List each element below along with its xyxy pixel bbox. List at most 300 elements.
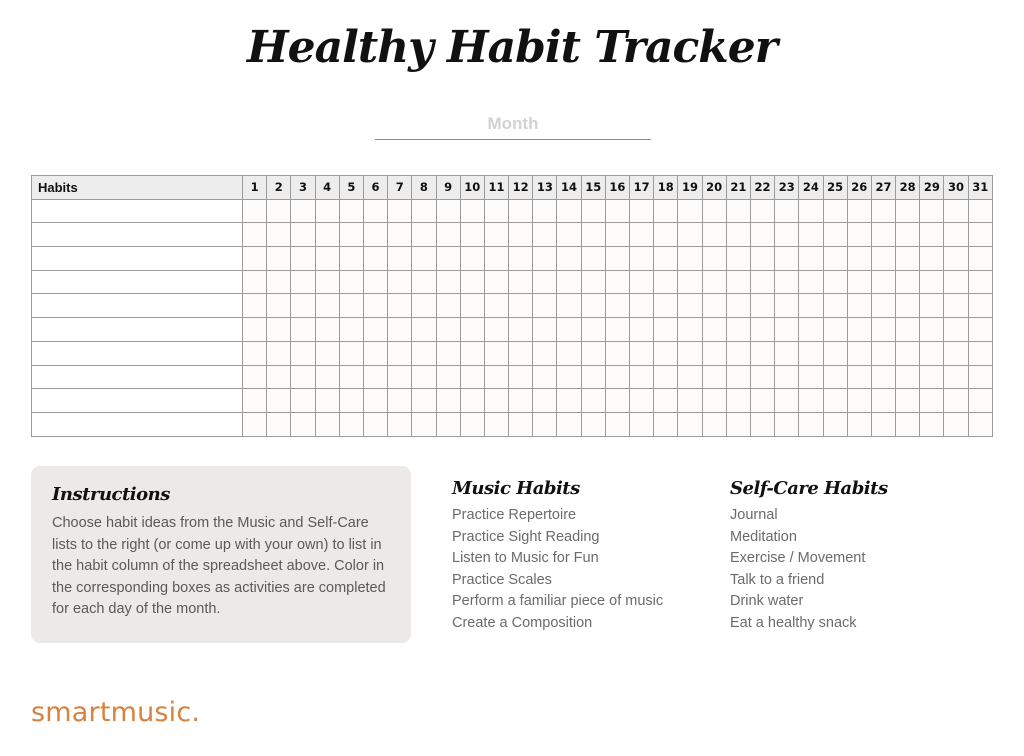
day-check-cell[interactable] [630,247,654,271]
day-check-cell[interactable] [726,412,750,436]
habit-name-cell[interactable] [32,389,243,413]
day-check-cell[interactable] [968,341,992,365]
day-check-cell[interactable] [388,318,412,342]
day-check-cell[interactable] [944,318,968,342]
day-check-cell[interactable] [267,199,291,223]
day-check-cell[interactable] [557,318,581,342]
day-check-cell[interactable] [533,223,557,247]
day-check-cell[interactable] [799,270,823,294]
day-check-cell[interactable] [823,270,847,294]
day-check-cell[interactable] [460,270,484,294]
day-check-cell[interactable] [944,270,968,294]
day-check-cell[interactable] [412,318,436,342]
day-check-cell[interactable] [871,341,895,365]
day-check-cell[interactable] [412,341,436,365]
day-check-cell[interactable] [243,199,267,223]
habit-name-cell[interactable] [32,412,243,436]
day-check-cell[interactable] [678,341,702,365]
day-check-cell[interactable] [363,223,387,247]
day-check-cell[interactable] [678,365,702,389]
day-check-cell[interactable] [823,341,847,365]
day-check-cell[interactable] [315,199,339,223]
day-check-cell[interactable] [968,389,992,413]
day-check-cell[interactable] [243,412,267,436]
day-check-cell[interactable] [896,199,920,223]
day-check-cell[interactable] [557,223,581,247]
day-check-cell[interactable] [920,247,944,271]
day-check-cell[interactable] [605,294,629,318]
day-check-cell[interactable] [896,341,920,365]
day-check-cell[interactable] [896,389,920,413]
day-check-cell[interactable] [871,247,895,271]
day-check-cell[interactable] [460,389,484,413]
day-check-cell[interactable] [750,341,774,365]
day-check-cell[interactable] [871,223,895,247]
day-check-cell[interactable] [412,247,436,271]
day-check-cell[interactable] [775,341,799,365]
day-check-cell[interactable] [291,270,315,294]
day-check-cell[interactable] [823,365,847,389]
day-check-cell[interactable] [799,341,823,365]
day-check-cell[interactable] [243,341,267,365]
day-check-cell[interactable] [654,270,678,294]
day-check-cell[interactable] [363,389,387,413]
day-check-cell[interactable] [847,223,871,247]
day-check-cell[interactable] [726,365,750,389]
day-check-cell[interactable] [630,389,654,413]
day-check-cell[interactable] [267,389,291,413]
day-check-cell[interactable] [412,389,436,413]
day-check-cell[interactable] [702,318,726,342]
day-check-cell[interactable] [726,270,750,294]
day-check-cell[interactable] [509,318,533,342]
day-check-cell[interactable] [654,247,678,271]
day-check-cell[interactable] [412,270,436,294]
day-check-cell[interactable] [630,365,654,389]
day-check-cell[interactable] [823,247,847,271]
day-check-cell[interactable] [557,247,581,271]
habit-name-cell[interactable] [32,318,243,342]
day-check-cell[interactable] [243,223,267,247]
day-check-cell[interactable] [702,270,726,294]
day-check-cell[interactable] [267,412,291,436]
day-check-cell[interactable] [750,294,774,318]
day-check-cell[interactable] [630,412,654,436]
day-check-cell[interactable] [363,247,387,271]
day-check-cell[interactable] [533,412,557,436]
day-check-cell[interactable] [896,247,920,271]
day-check-cell[interactable] [630,294,654,318]
day-check-cell[interactable] [363,412,387,436]
day-check-cell[interactable] [460,341,484,365]
day-check-cell[interactable] [847,270,871,294]
day-check-cell[interactable] [315,247,339,271]
day-check-cell[interactable] [920,318,944,342]
day-check-cell[interactable] [267,247,291,271]
day-check-cell[interactable] [605,365,629,389]
day-check-cell[interactable] [605,199,629,223]
day-check-cell[interactable] [847,389,871,413]
day-check-cell[interactable] [775,247,799,271]
day-check-cell[interactable] [654,365,678,389]
day-check-cell[interactable] [799,199,823,223]
day-check-cell[interactable] [726,223,750,247]
day-check-cell[interactable] [388,341,412,365]
day-check-cell[interactable] [944,341,968,365]
habit-name-cell[interactable] [32,341,243,365]
day-check-cell[interactable] [799,412,823,436]
day-check-cell[interactable] [847,247,871,271]
day-check-cell[interactable] [291,199,315,223]
day-check-cell[interactable] [339,223,363,247]
day-check-cell[interactable] [944,247,968,271]
day-check-cell[interactable] [243,365,267,389]
day-check-cell[interactable] [920,341,944,365]
day-check-cell[interactable] [678,318,702,342]
day-check-cell[interactable] [267,223,291,247]
day-check-cell[interactable] [920,223,944,247]
day-check-cell[interactable] [315,412,339,436]
day-check-cell[interactable] [968,412,992,436]
day-check-cell[interactable] [509,247,533,271]
day-check-cell[interactable] [775,412,799,436]
day-check-cell[interactable] [726,389,750,413]
day-check-cell[interactable] [871,199,895,223]
day-check-cell[interactable] [702,223,726,247]
day-check-cell[interactable] [920,199,944,223]
day-check-cell[interactable] [630,199,654,223]
day-check-cell[interactable] [291,365,315,389]
day-check-cell[interactable] [968,365,992,389]
day-check-cell[interactable] [388,247,412,271]
day-check-cell[interactable] [654,412,678,436]
day-check-cell[interactable] [775,199,799,223]
day-check-cell[interactable] [339,412,363,436]
day-check-cell[interactable] [412,223,436,247]
day-check-cell[interactable] [267,341,291,365]
day-check-cell[interactable] [968,223,992,247]
day-check-cell[interactable] [436,247,460,271]
day-check-cell[interactable] [363,341,387,365]
day-check-cell[interactable] [581,199,605,223]
day-check-cell[interactable] [484,223,508,247]
day-check-cell[interactable] [944,294,968,318]
day-check-cell[interactable] [702,389,726,413]
day-check-cell[interactable] [484,294,508,318]
day-check-cell[interactable] [509,412,533,436]
day-check-cell[interactable] [847,412,871,436]
day-check-cell[interactable] [799,223,823,247]
day-check-cell[interactable] [775,270,799,294]
day-check-cell[interactable] [896,270,920,294]
day-check-cell[interactable] [243,294,267,318]
day-check-cell[interactable] [968,270,992,294]
day-check-cell[interactable] [726,247,750,271]
day-check-cell[interactable] [243,270,267,294]
day-check-cell[interactable] [944,223,968,247]
day-check-cell[interactable] [533,318,557,342]
day-check-cell[interactable] [968,294,992,318]
day-check-cell[interactable] [968,199,992,223]
day-check-cell[interactable] [944,365,968,389]
day-check-cell[interactable] [291,223,315,247]
day-check-cell[interactable] [460,318,484,342]
day-check-cell[interactable] [605,270,629,294]
day-check-cell[interactable] [799,318,823,342]
day-check-cell[interactable] [823,223,847,247]
day-check-cell[interactable] [412,365,436,389]
day-check-cell[interactable] [702,365,726,389]
day-check-cell[interactable] [460,412,484,436]
day-check-cell[interactable] [896,412,920,436]
day-check-cell[interactable] [702,341,726,365]
day-check-cell[interactable] [581,247,605,271]
day-check-cell[interactable] [702,294,726,318]
habit-name-cell[interactable] [32,294,243,318]
day-check-cell[interactable] [315,223,339,247]
day-check-cell[interactable] [533,294,557,318]
day-check-cell[interactable] [388,365,412,389]
habit-name-cell[interactable] [32,365,243,389]
day-check-cell[interactable] [896,365,920,389]
day-check-cell[interactable] [533,247,557,271]
day-check-cell[interactable] [581,318,605,342]
day-check-cell[interactable] [484,341,508,365]
day-check-cell[interactable] [726,199,750,223]
day-check-cell[interactable] [509,341,533,365]
day-check-cell[interactable] [678,247,702,271]
day-check-cell[interactable] [412,294,436,318]
day-check-cell[interactable] [291,412,315,436]
day-check-cell[interactable] [871,389,895,413]
day-check-cell[interactable] [484,247,508,271]
day-check-cell[interactable] [315,294,339,318]
day-check-cell[interactable] [412,412,436,436]
day-check-cell[interactable] [871,318,895,342]
habit-name-cell[interactable] [32,270,243,294]
day-check-cell[interactable] [678,199,702,223]
day-check-cell[interactable] [920,412,944,436]
day-check-cell[interactable] [436,389,460,413]
day-check-cell[interactable] [775,294,799,318]
day-check-cell[interactable] [750,318,774,342]
day-check-cell[interactable] [509,365,533,389]
day-check-cell[interactable] [823,294,847,318]
day-check-cell[interactable] [750,199,774,223]
day-check-cell[interactable] [291,389,315,413]
day-check-cell[interactable] [315,270,339,294]
day-check-cell[interactable] [896,318,920,342]
day-check-cell[interactable] [581,294,605,318]
day-check-cell[interactable] [557,270,581,294]
day-check-cell[interactable] [630,318,654,342]
habit-name-cell[interactable] [32,247,243,271]
day-check-cell[interactable] [823,318,847,342]
day-check-cell[interactable] [799,247,823,271]
day-check-cell[interactable] [605,412,629,436]
day-check-cell[interactable] [847,199,871,223]
day-check-cell[interactable] [267,365,291,389]
day-check-cell[interactable] [581,412,605,436]
day-check-cell[interactable] [557,412,581,436]
day-check-cell[interactable] [267,318,291,342]
day-check-cell[interactable] [291,341,315,365]
day-check-cell[interactable] [920,389,944,413]
day-check-cell[interactable] [291,247,315,271]
day-check-cell[interactable] [775,365,799,389]
day-check-cell[interactable] [823,389,847,413]
day-check-cell[interactable] [484,389,508,413]
day-check-cell[interactable] [460,294,484,318]
day-check-cell[interactable] [702,199,726,223]
day-check-cell[interactable] [363,318,387,342]
day-check-cell[interactable] [823,412,847,436]
day-check-cell[interactable] [436,341,460,365]
day-check-cell[interactable] [968,247,992,271]
day-check-cell[interactable] [823,199,847,223]
day-check-cell[interactable] [315,365,339,389]
day-check-cell[interactable] [484,318,508,342]
day-check-cell[interactable] [339,199,363,223]
day-check-cell[interactable] [702,412,726,436]
day-check-cell[interactable] [315,318,339,342]
day-check-cell[interactable] [533,341,557,365]
day-check-cell[interactable] [654,294,678,318]
day-check-cell[interactable] [388,199,412,223]
day-check-cell[interactable] [533,389,557,413]
day-check-cell[interactable] [339,341,363,365]
day-check-cell[interactable] [654,199,678,223]
day-check-cell[interactable] [605,389,629,413]
day-check-cell[interactable] [533,199,557,223]
day-check-cell[interactable] [581,270,605,294]
day-check-cell[interactable] [896,223,920,247]
day-check-cell[interactable] [630,341,654,365]
day-check-cell[interactable] [581,389,605,413]
day-check-cell[interactable] [267,294,291,318]
day-check-cell[interactable] [509,223,533,247]
day-check-cell[interactable] [557,294,581,318]
day-check-cell[interactable] [557,199,581,223]
habit-name-cell[interactable] [32,199,243,223]
day-check-cell[interactable] [291,318,315,342]
day-check-cell[interactable] [460,247,484,271]
day-check-cell[interactable] [460,365,484,389]
day-check-cell[interactable] [871,412,895,436]
day-check-cell[interactable] [775,318,799,342]
day-check-cell[interactable] [339,270,363,294]
day-check-cell[interactable] [509,199,533,223]
day-check-cell[interactable] [678,223,702,247]
day-check-cell[interactable] [920,365,944,389]
day-check-cell[interactable] [509,389,533,413]
day-check-cell[interactable] [436,412,460,436]
day-check-cell[interactable] [581,365,605,389]
day-check-cell[interactable] [484,365,508,389]
day-check-cell[interactable] [436,270,460,294]
day-check-cell[interactable] [363,294,387,318]
day-check-cell[interactable] [243,389,267,413]
day-check-cell[interactable] [871,270,895,294]
day-check-cell[interactable] [460,199,484,223]
day-check-cell[interactable] [944,389,968,413]
day-check-cell[interactable] [484,412,508,436]
day-check-cell[interactable] [339,389,363,413]
day-check-cell[interactable] [726,318,750,342]
day-check-cell[interactable] [630,270,654,294]
day-check-cell[interactable] [605,318,629,342]
day-check-cell[interactable] [654,318,678,342]
day-check-cell[interactable] [605,223,629,247]
day-check-cell[interactable] [847,341,871,365]
day-check-cell[interactable] [557,389,581,413]
day-check-cell[interactable] [968,318,992,342]
day-check-cell[interactable] [678,389,702,413]
day-check-cell[interactable] [363,365,387,389]
day-check-cell[interactable] [750,365,774,389]
day-check-cell[interactable] [436,223,460,247]
day-check-cell[interactable] [436,294,460,318]
day-check-cell[interactable] [678,294,702,318]
day-check-cell[interactable] [243,247,267,271]
day-check-cell[interactable] [557,365,581,389]
day-check-cell[interactable] [267,270,291,294]
day-check-cell[interactable] [436,318,460,342]
day-check-cell[interactable] [847,294,871,318]
day-check-cell[interactable] [557,341,581,365]
day-check-cell[interactable] [533,365,557,389]
day-check-cell[interactable] [944,412,968,436]
day-check-cell[interactable] [509,294,533,318]
day-check-cell[interactable] [750,412,774,436]
day-check-cell[interactable] [484,199,508,223]
day-check-cell[interactable] [605,341,629,365]
day-check-cell[interactable] [750,270,774,294]
day-check-cell[interactable] [315,389,339,413]
day-check-cell[interactable] [847,365,871,389]
day-check-cell[interactable] [654,223,678,247]
day-check-cell[interactable] [412,199,436,223]
day-check-cell[interactable] [388,223,412,247]
day-check-cell[interactable] [678,270,702,294]
day-check-cell[interactable] [678,412,702,436]
day-check-cell[interactable] [436,365,460,389]
day-check-cell[interactable] [291,294,315,318]
day-check-cell[interactable] [484,270,508,294]
day-check-cell[interactable] [339,318,363,342]
day-check-cell[interactable] [726,294,750,318]
day-check-cell[interactable] [630,223,654,247]
day-check-cell[interactable] [339,247,363,271]
day-check-cell[interactable] [339,294,363,318]
day-check-cell[interactable] [339,365,363,389]
day-check-cell[interactable] [388,270,412,294]
day-check-cell[interactable] [460,223,484,247]
day-check-cell[interactable] [799,365,823,389]
day-check-cell[interactable] [243,318,267,342]
day-check-cell[interactable] [509,270,533,294]
day-check-cell[interactable] [605,247,629,271]
day-check-cell[interactable] [750,247,774,271]
day-check-cell[interactable] [871,294,895,318]
day-check-cell[interactable] [436,199,460,223]
day-check-cell[interactable] [847,318,871,342]
day-check-cell[interactable] [702,247,726,271]
day-check-cell[interactable] [920,270,944,294]
day-check-cell[interactable] [654,341,678,365]
day-check-cell[interactable] [363,199,387,223]
day-check-cell[interactable] [944,199,968,223]
